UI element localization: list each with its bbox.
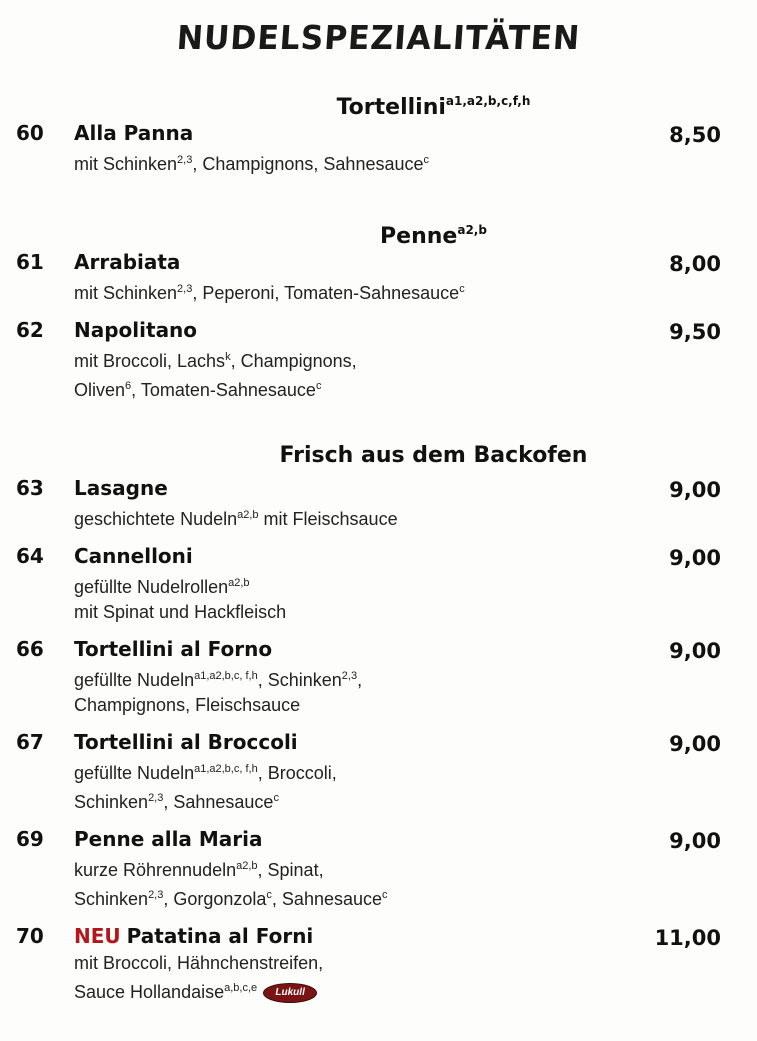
description-text: kurze Röhrennudeln bbox=[74, 860, 237, 880]
item-description bbox=[74, 693, 757, 718]
section-heading-text: Penne bbox=[380, 224, 458, 249]
description-text: mit Schinken bbox=[74, 154, 178, 174]
item-price: 8,00 bbox=[669, 252, 721, 276]
item-name-line bbox=[74, 541, 757, 571]
allergen-codes: c bbox=[382, 889, 388, 901]
item-price: 9,50 bbox=[669, 320, 721, 344]
section-heading-text: Frisch aus dem Backofen bbox=[279, 443, 588, 468]
item-description bbox=[74, 571, 757, 600]
description-text: , Tomaten-Sahnesauce bbox=[131, 380, 316, 400]
description-text: gefüllte Nudeln bbox=[74, 763, 195, 783]
item-description bbox=[74, 757, 757, 786]
item-number: 64 bbox=[16, 544, 44, 568]
allergen-codes: c bbox=[273, 792, 279, 804]
description-text: , Champignons, Sahnesauce bbox=[192, 154, 424, 174]
description-text: Oliven bbox=[74, 380, 126, 400]
item-description bbox=[74, 600, 757, 625]
allergen-codes: 2,3 bbox=[177, 154, 193, 166]
menu-item bbox=[0, 541, 757, 625]
menu-item bbox=[0, 118, 757, 177]
item-name-line bbox=[74, 824, 757, 854]
description-text: , Gorgonzola bbox=[163, 889, 267, 909]
item-name-line bbox=[74, 247, 757, 277]
item-name-line bbox=[74, 727, 757, 757]
allergen-codes: 6 bbox=[125, 380, 132, 392]
item-number: 67 bbox=[16, 730, 44, 754]
item-name: Patatina al Forni bbox=[126, 924, 314, 948]
description-text: Champignons, Fleischsauce bbox=[74, 695, 301, 715]
description-text: , Sahnesauce bbox=[271, 889, 383, 909]
allergen-codes: c bbox=[423, 154, 429, 166]
item-price: 8,50 bbox=[669, 123, 721, 147]
section-heading-text: Tortellini bbox=[336, 95, 446, 120]
item-name: Lasagne bbox=[74, 476, 168, 500]
item-description bbox=[74, 786, 757, 815]
item-name-line bbox=[74, 473, 757, 503]
item-name-line bbox=[74, 315, 757, 345]
item-description bbox=[74, 277, 757, 306]
description-text: , Champignons, bbox=[230, 351, 357, 371]
menu-item bbox=[0, 247, 757, 306]
description-text: , Sahnesauce bbox=[163, 792, 274, 812]
allergen-codes: a2,b bbox=[236, 860, 258, 872]
item-price: 9,00 bbox=[669, 732, 721, 756]
menu-section bbox=[0, 84, 757, 177]
item-number: 63 bbox=[16, 476, 44, 500]
item-description bbox=[74, 503, 757, 532]
item-description bbox=[74, 976, 757, 1005]
lukull-logo: Lukull bbox=[263, 983, 317, 1003]
item-description bbox=[74, 951, 757, 976]
allergen-codes: a1,a2,b,c,f,h bbox=[445, 94, 531, 108]
description-text: gefüllte Nudeln bbox=[74, 670, 195, 690]
item-name: Cannelloni bbox=[74, 544, 193, 568]
description-text: mit Spinat und Hackfleisch bbox=[74, 602, 287, 622]
menu-section bbox=[0, 213, 757, 403]
allergen-codes: a,b,c,e bbox=[224, 982, 258, 994]
item-price: 11,00 bbox=[654, 926, 721, 950]
allergen-codes: k bbox=[225, 351, 231, 363]
allergen-codes: c bbox=[315, 380, 322, 392]
allergen-codes: a2,b bbox=[457, 223, 487, 237]
item-description bbox=[74, 345, 757, 374]
item-name: Arrabiata bbox=[74, 250, 181, 274]
item-price: 9,00 bbox=[669, 478, 721, 502]
page-title: NUDELSPEZIALITÄTEN bbox=[175, 18, 582, 57]
allergen-codes: a2,b bbox=[228, 577, 250, 589]
new-badge: NEU bbox=[74, 924, 121, 948]
item-number: 60 bbox=[16, 121, 44, 145]
item-description bbox=[74, 664, 757, 693]
item-description bbox=[74, 854, 757, 883]
section-heading bbox=[110, 213, 757, 247]
description-text: , Schinken bbox=[257, 670, 342, 690]
allergen-codes: a1,a2,b,c, f,h bbox=[194, 670, 258, 682]
item-number: 69 bbox=[16, 827, 44, 851]
item-price: 9,00 bbox=[669, 546, 721, 570]
allergen-codes: c bbox=[266, 889, 272, 901]
item-number: 66 bbox=[16, 637, 44, 661]
description-text: Sauce Hollandaise bbox=[74, 982, 225, 1002]
allergen-codes: c bbox=[459, 283, 465, 295]
item-name-line bbox=[74, 634, 757, 664]
item-name: Napolitano bbox=[74, 318, 198, 342]
menu-item bbox=[0, 727, 757, 815]
allergen-codes: 2,3 bbox=[341, 670, 358, 682]
item-name: Penne alla Maria bbox=[74, 827, 263, 851]
description-text: , Peperoni, Tomaten-Sahnesauce bbox=[192, 283, 460, 303]
description-text: Schinken bbox=[74, 889, 149, 909]
description-text: , bbox=[357, 670, 363, 690]
allergen-codes: a1,a2,b,c, f,h bbox=[194, 763, 258, 775]
item-name: Tortellini al Forno bbox=[74, 637, 273, 661]
item-name: Tortellini al Broccoli bbox=[74, 730, 298, 754]
menu-item bbox=[0, 824, 757, 912]
description-text: geschichtete Nudeln bbox=[74, 509, 238, 529]
description-text: Schinken bbox=[74, 792, 149, 812]
description-text: mit Broccoli, Lachs bbox=[74, 351, 226, 371]
allergen-codes: a2,b bbox=[237, 509, 259, 521]
menu-item bbox=[0, 921, 757, 1005]
section-heading bbox=[110, 439, 757, 473]
item-name: Alla Panna bbox=[74, 121, 194, 145]
item-description bbox=[74, 883, 757, 912]
item-description bbox=[74, 148, 757, 177]
description-text: mit Fleischsauce bbox=[258, 509, 398, 529]
menu-item bbox=[0, 315, 757, 403]
allergen-codes: 2,3 bbox=[148, 889, 164, 901]
menu-item bbox=[0, 473, 757, 532]
item-description bbox=[74, 374, 757, 403]
allergen-codes: 2,3 bbox=[177, 283, 193, 295]
menu-item bbox=[0, 634, 757, 718]
item-number: 61 bbox=[16, 250, 44, 274]
section-heading bbox=[110, 84, 757, 118]
description-text: , Spinat, bbox=[257, 860, 324, 880]
item-price: 9,00 bbox=[669, 639, 721, 663]
description-text: , Broccoli, bbox=[257, 763, 337, 783]
menu-section bbox=[0, 439, 757, 1005]
item-name-line bbox=[74, 118, 757, 148]
menu bbox=[0, 84, 757, 1041]
item-number: 62 bbox=[16, 318, 44, 342]
allergen-codes: 2,3 bbox=[148, 792, 164, 804]
description-text: mit Schinken bbox=[74, 283, 178, 303]
description-text: mit Broccoli, Hähnchenstreifen, bbox=[74, 953, 324, 973]
description-text: gefüllte Nudelrollen bbox=[74, 577, 229, 597]
item-number: 70 bbox=[16, 924, 44, 948]
item-price: 9,00 bbox=[669, 829, 721, 853]
